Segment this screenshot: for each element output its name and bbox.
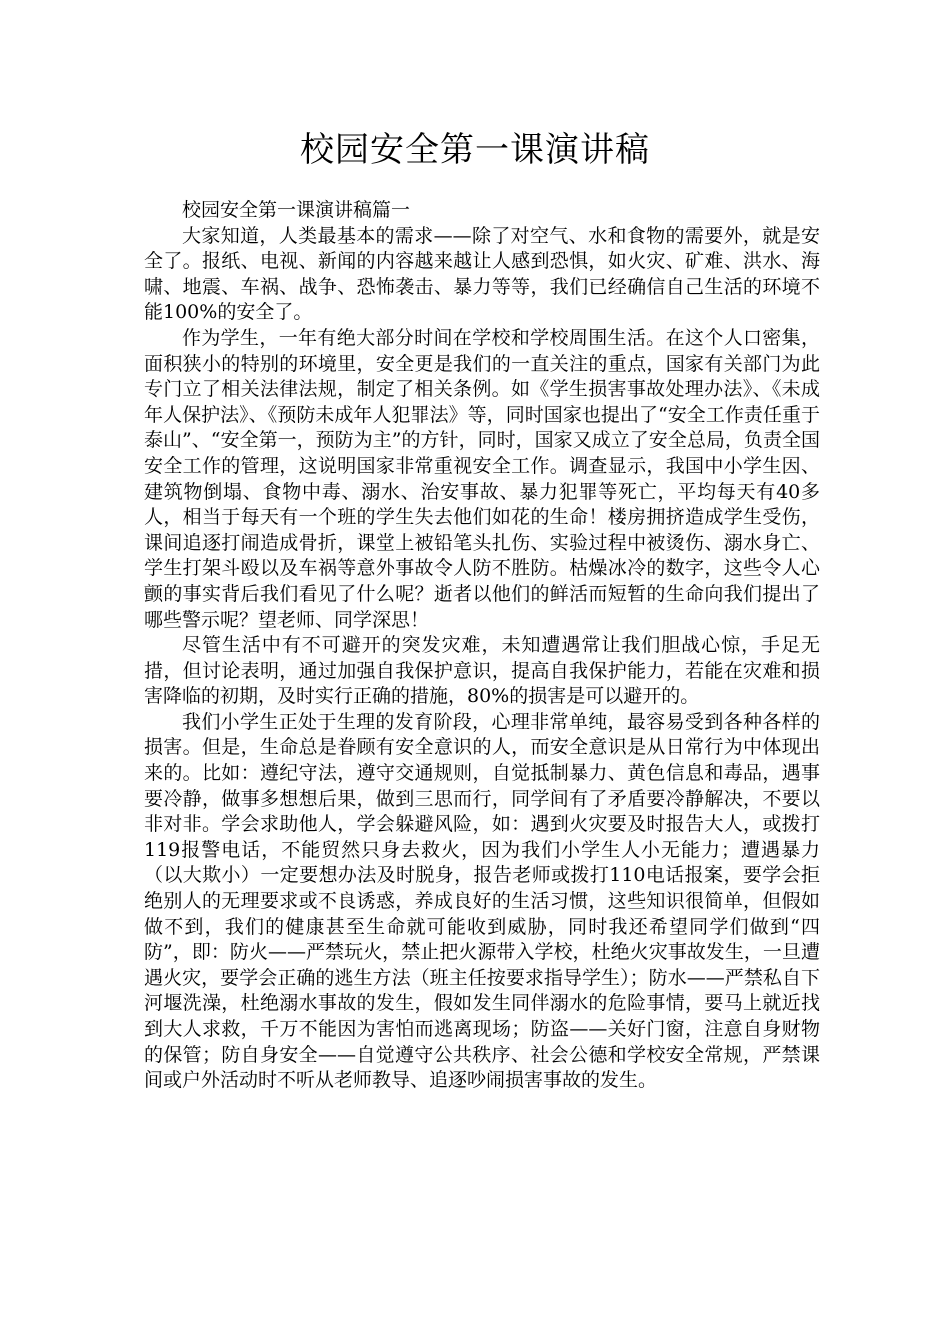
section-heading: 校园安全第一课演讲稿篇一: [182, 199, 411, 221]
paragraph: 我们小学生正处于生理的发育阶段，心理非常单纯，最容易受到各种各样的损害。但是，生命总是眷顾有安全意识的人，而安全意识是从日常行为中体现出来的。比如：遵纪守法，遵守交通规则，自觉抵制暴力、黄色信息和毒品，遇事要冷静，做事多想想后果，做到三思而行，同学间有了矛盾要冷静解决，不要以非对非。学会求助他人，学会躲避风险，如：遇到火灾要及时报告大人，或拨打119报警电话，不能贸然只身去救火，因为我们小学生人小无能力；遭遇暴力（以大欺小）一定要想办法及时脱身，报告老师或拨打110电话报案，要学会拒绝别人的无理要求或不良诱惑，养成良好的生活习惯，这些知识很简单，但假如做不到，我们的健康甚至生命就可能收到威胁，同时我还希望同学们做到“四防”，即：防火——严禁玩火，禁止把火源带入学校，杜绝火灾事故发生，一旦遭遇火灾，要学会正确的逃生方法（班主任按要求指导学生）；防水——严禁私自下河堰洗澡，杜绝溺水事故的发生，假如发生同伴溺水的危险事情，要马上就近找到大人求救，千万不能因为害怕而逃离现场；防盗——关好门窗，注意自身财物的保管；防自身安全——自觉遵守公共秩序、社会公德和学校安全常规，严禁课间或户外活动时不听从老师教导、追逐吵闹损害事故的发生。: [144, 710, 820, 1092]
document-body: [144, 198, 820, 1094]
paragraph: 大家知道，人类最基本的需求——除了对空气、水和食物的需要外，就是安全了。报纸、电视、新闻的内容越来越让人感到恐惧，如火灾、矿难、洪水、海啸、地震、车祸、战争、恐怖袭击、暴力等等，我们已经确信自己生活的环境不能100%的安全了。: [144, 224, 820, 324]
paragraph: 尽管生活中有不可避开的突发灾难，未知遭遇常让我们胆战心惊，手足无措，但讨论表明，通过加强自我保护意识，提高自我保护能力，若能在灾难和损害降临的初期，及时实行正确的措施，80%的损害是可以避开的。: [144, 634, 820, 708]
document-title: 校园安全第一课演讲稿: [300, 130, 650, 170]
paragraph: 作为学生，一年有绝大部分时间在学校和学校周围生活。在这个人口密集，面积狭小的特别的环境里，安全更是我们的一直关注的重点，国家有关部门为此专门立了相关法律法规，制定了相关条例。如《学生损害事故处理办法》、《未成年人保护法》、《预防未成年人犯罪法》等，同时国家也提出了“安全工作责任重于泰山”、“安全第一，预防为主”的方针，同时，国家又成立了安全总局，负责全国安全工作的管理，这说明国家非常重视安全工作。调查显示，我国中小学生因、建筑物倒塌、食物中毒、溺水、治安事故、暴力犯罪等死亡，平均每天有40多人，相当于每天有一个班的学生失去他们如花的生命！楼房拥挤造成学生受伤，课间追逐打闹造成骨折，课堂上被铅笔头扎伤、实验过程中被烫伤、溺水身亡、学生打架斗殴以及车祸等意外事故令人防不胜防。枯燥冰冷的数字，这些令人心颤的事实背后我们看见了什么呢？逝者以他们的鲜活而短暂的生命向我们提出了哪些警示呢？望老师、同学深思！: [144, 326, 820, 631]
